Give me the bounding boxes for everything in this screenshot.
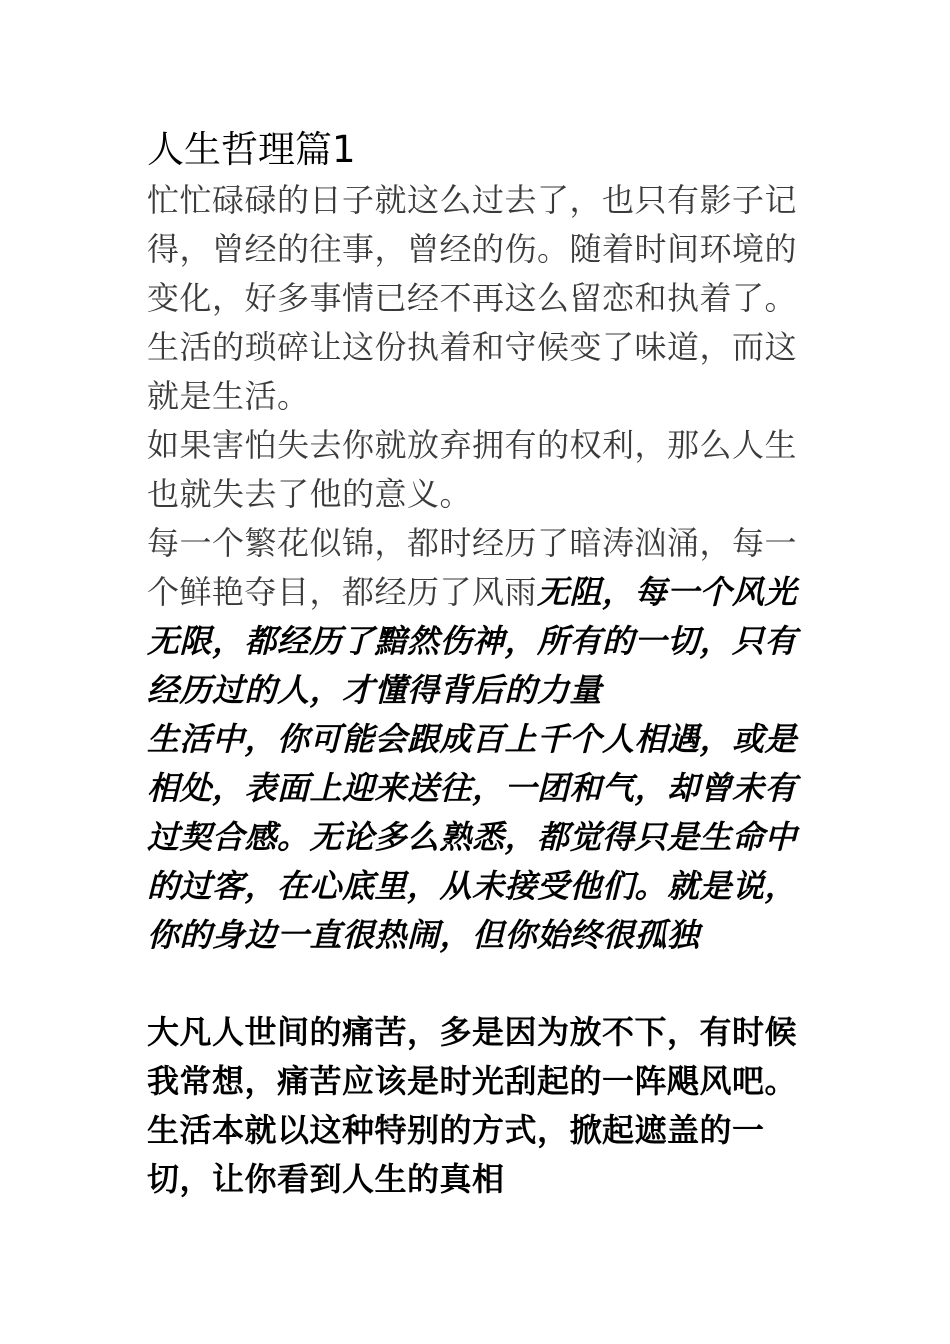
- paragraph-gap: [147, 960, 827, 1008]
- paragraph-3-italic: 无阻，每一个风光无限，都经历了黯然伤神，所有的一切，只有经历过的人，才懂得背后的力量: [147, 573, 798, 709]
- paragraph-3-plain: 每一个繁花似锦，都时经历了暗涛汹涌，每一个鲜艳夺目，都经历了风雨: [147, 524, 798, 611]
- paragraph-3: [147, 519, 827, 715]
- document-page: [147, 124, 827, 1204]
- paragraph-4: 生活中，你可能会跟成百上千个人相遇，或是相处，表面上迎来送往，一团和气，却曾未有过契合感。无论多么熟悉，都觉得只是生命中的过客，在心底里，从未接受他们。就是说，你的身边一直很热闹，但你始终很孤独: [147, 720, 798, 954]
- paragraph-1: 忙忙碌碌的日子就这么过去了，也只有影子记得，曾经的往事，曾经的伤。随着时间环境的变化，好多事情已经不再这么留恋和执着了。生活的琐碎让这份执着和守候变了味道，而这就是生活。: [147, 181, 798, 415]
- paragraph-2: 如果害怕失去你就放弃拥有的权利，那么人生也就失去了他的意义。: [147, 426, 798, 513]
- paragraph-5: 大凡人世间的痛苦，多是因为放不下，有时候我常想，痛苦应该是时光刮起的一阵飓风吧。生活本就以这种特别的方式，掀起遮盖的一切，让你看到人生的真相: [147, 1013, 798, 1198]
- document-title: 人生哲理篇1: [147, 128, 356, 171]
